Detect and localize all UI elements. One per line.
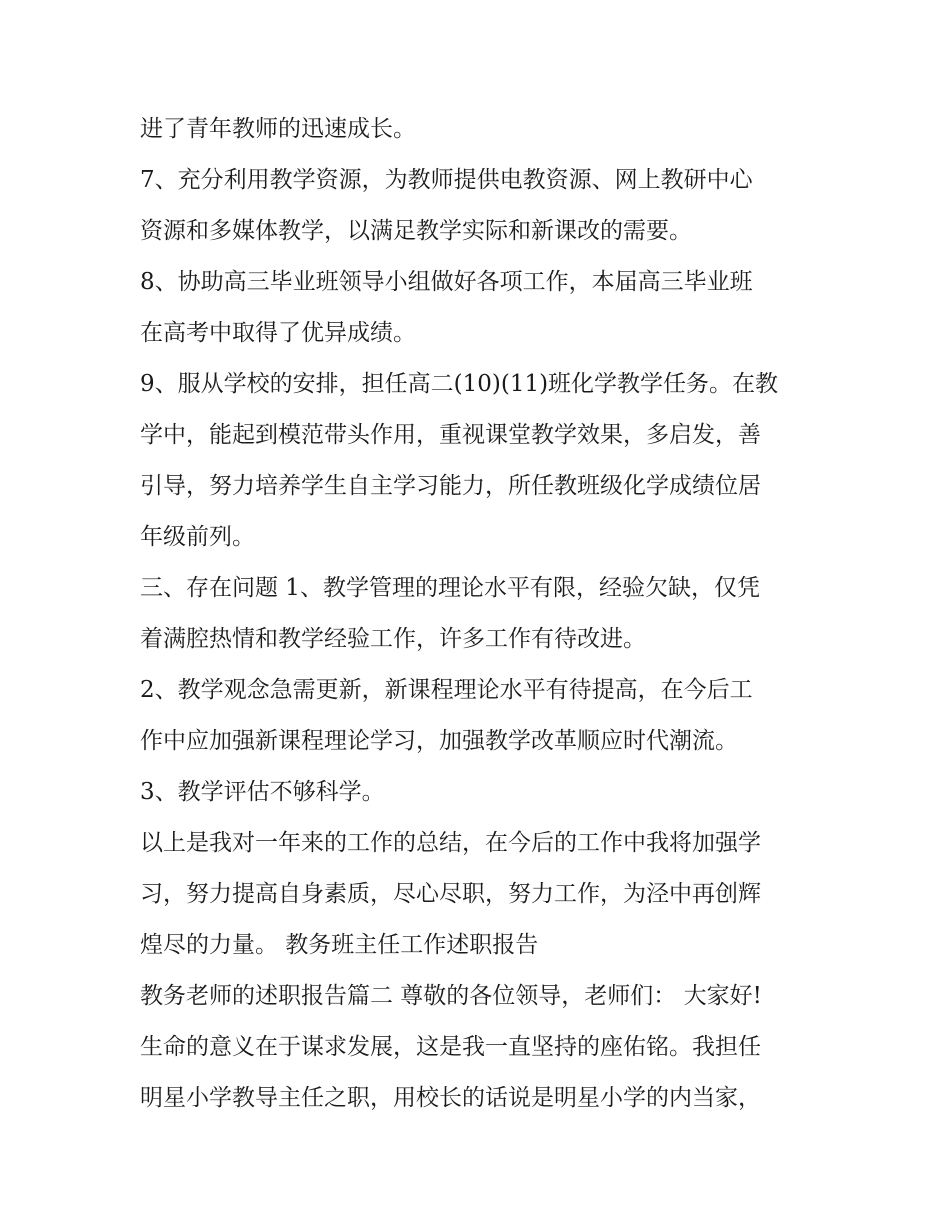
text-line: 3、教学评估不够科学。 xyxy=(140,779,385,805)
text-line: 9、服从学校的安排，担任高二(10)(11)班化学教学任务。在教 xyxy=(140,371,779,397)
text-line: 资源和多媒体教学，以满足教学实际和新课改的需要。 xyxy=(140,218,692,244)
text-line: 在高考中取得了优异成绩。 xyxy=(140,320,416,346)
text-line: 作中应加强新课程理论学习，加强教学改革顺应时代潮流。 xyxy=(140,728,738,754)
text-line: 年级前列。 xyxy=(140,524,255,550)
text-line: 2、教学观念急需更新，新课程理论水平有待提高，在今后工 xyxy=(140,677,753,703)
text-line: 以上是我对一年来的工作的总结，在今后的工作中我将加强学 xyxy=(140,830,761,856)
text-line: 生命的意义在于谋求发展，这是我一直坚持的座佑铭。我担任 xyxy=(140,1034,761,1060)
text-line: 着满腔热情和教学经验工作，许多工作有待改进。 xyxy=(140,626,646,652)
text-line: 煌尽的力量。 教务班主任工作述职报告 xyxy=(140,932,539,958)
text-line: 7、充分利用教学资源，为教师提供电教资源、网上教研中心 xyxy=(140,167,753,193)
text-line: 引导，努力培养学生自主学习能力，所任教班级化学成绩位居 xyxy=(140,473,761,499)
text-line: 教务老师的述职报告篇二 尊敬的各位领导，老师们： 大家好! xyxy=(140,983,762,1009)
text-line: 明星小学教导主任之职，用校长的话说是明星小学的内当家， xyxy=(140,1085,761,1111)
text-line: 进了青年教师的迅速成长。 xyxy=(140,116,416,142)
text-line: 学中，能起到模范带头作用，重视课堂教学效果，多启发，善 xyxy=(140,422,761,448)
text-line: 8、协助高三毕业班领导小组做好各项工作，本届高三毕业班 xyxy=(140,269,753,295)
document-body xyxy=(140,104,820,1124)
text-line: 三、存在问题 1、教学管理的理论水平有限，经验欠缺，仅凭 xyxy=(140,575,760,601)
text-line: 习，努力提高自身素质，尽心尽职，努力工作，为泾中再创辉 xyxy=(140,881,761,907)
